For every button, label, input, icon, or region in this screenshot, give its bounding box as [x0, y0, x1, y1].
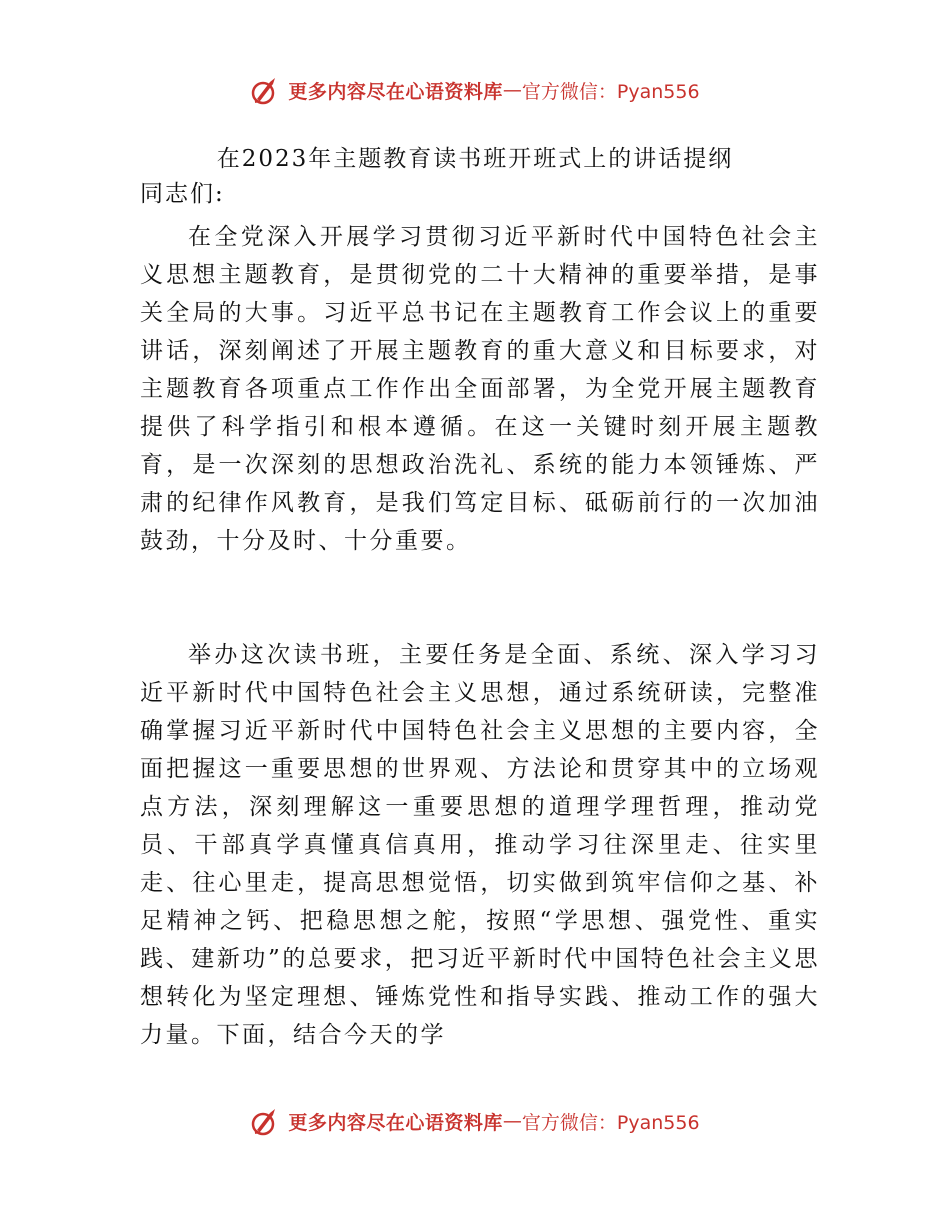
watermark-separator: — [502, 79, 522, 101]
watermark-official: 官方微信：Pyan556 [521, 80, 700, 103]
watermark-banner-bottom [0, 1101, 950, 1141]
watermark-text: 更多内容尽在心语资料库 [288, 1111, 503, 1134]
watermark-banner-top [0, 70, 950, 110]
pen-logo-icon [250, 1105, 282, 1137]
paragraph-1: 在全党深入开展学习贯彻习近平新时代中国特色社会主义思想主题教育，是贯彻党的二十大精神的重要举措，是事关全局的大事。习近平总书记在主题教育工作会议上的重要讲话，深刻阐述了开展主题教育的重大意义和目标要求，对主题教育各项重点工作作出全面部署，为全党开展主题教育提供了科学指引和根本遵循。在这一关键时刻开展主题教育，是一次深刻的思想政治洗礼、系统的能力本领锤炼、严肃的纪律作风教育，是我们笃定目标、砥砺前行的一次加油鼓劲，十分及时、十分重要。 [140, 224, 820, 554]
pen-logo-icon [250, 74, 282, 106]
watermark-official: 官方微信：Pyan556 [521, 1111, 700, 1134]
document-greeting: 同志们: [140, 181, 225, 207]
watermark-text: 更多内容尽在心语资料库 [288, 80, 503, 103]
document-title: 在2023年主题教育读书班开班式上的讲话提纲 [216, 146, 734, 172]
paragraph-2: 举办这次读书班，主要任务是全面、系统、深入学习习近平新时代中国特色社会主义思想，通过系统研读，完整准确掌握习近平新时代中国特色社会主义思想的主要内容，全面把握这一重要思想的世界观、方法论和贯穿其中的立场观点方法，深刻理解这一重要思想的道理学理哲理，推动党员、干部真学真懂真信真用，推动学习往深里走、往实里走、往心里走，提高思想觉悟，切实做到筑牢信仰之基、补足精神之钙、把稳思想之舵，按照“学思想、强党性、重实践、建新功”的总要求，把习近平新时代中国特色社会主义思想转化为坚定理想、锤炼党性和指导实践、推动工作的强大力量。下面，结合今天的学 [140, 642, 820, 1048]
watermark-separator: — [502, 1110, 522, 1132]
